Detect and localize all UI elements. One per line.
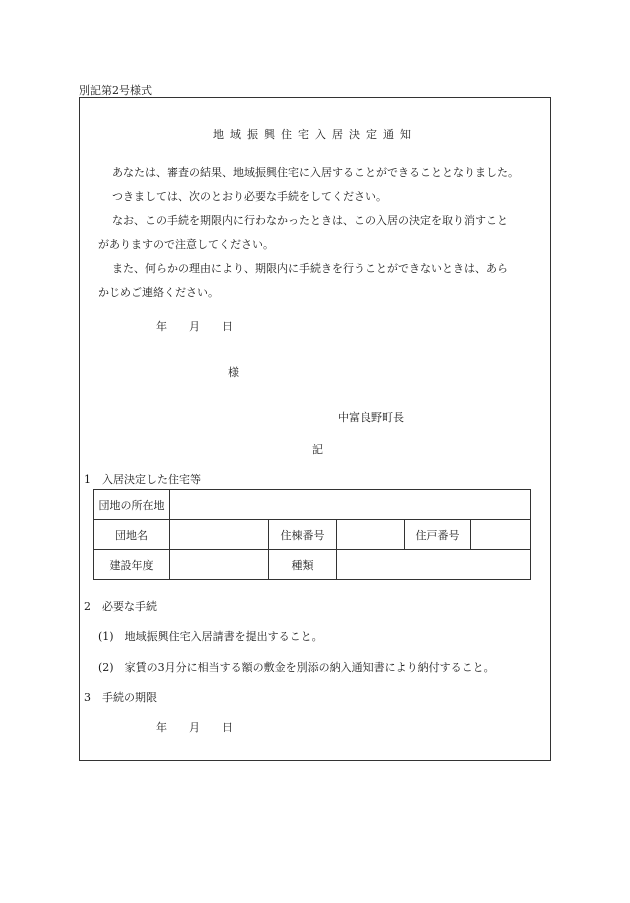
paragraph-warning-line1: なお、この手続を期限内に行わなかったときは、この入居の決定を取り消すこと xyxy=(112,214,508,227)
addressee-suffix: 様 xyxy=(228,366,239,379)
unit-number-value xyxy=(471,520,531,550)
ki-marker: 記 xyxy=(312,443,323,456)
deadline-month-label: 月 xyxy=(189,721,200,734)
unit-number-label: 住戸番号 xyxy=(405,520,471,550)
section-heading-housing: 1 入居決定した住宅等 xyxy=(84,473,201,486)
paragraph-warning-line2: がありますので注意してください。 xyxy=(98,238,274,251)
type-label: 種類 xyxy=(269,550,337,580)
document-title: 地域振興住宅入居決定通知 xyxy=(213,128,417,141)
paragraph-procedure: つきましては、次のとおり必要な手続をしてください。 xyxy=(112,190,387,203)
building-number-value xyxy=(337,520,405,550)
complex-name-value xyxy=(170,520,269,550)
procedure-item-2: (2) 家賃の3月分に相当する額の敷金を別添の納入通知書により納付すること。 xyxy=(98,661,495,674)
table-row xyxy=(94,550,531,580)
issuer-name: 中富良野町長 xyxy=(338,411,404,424)
location-label: 団地の所在地 xyxy=(94,490,170,520)
table-row xyxy=(94,490,531,520)
section-heading-deadline: 3 手続の期限 xyxy=(84,691,157,704)
day-label: 日 xyxy=(222,320,233,333)
construction-year-value xyxy=(170,550,269,580)
deadline-date xyxy=(156,719,233,735)
month-label: 月 xyxy=(189,320,200,333)
issue-date xyxy=(156,318,233,334)
location-value xyxy=(170,490,531,520)
building-number-label: 住棟番号 xyxy=(269,520,337,550)
year-label: 年 xyxy=(156,320,167,333)
deadline-year-label: 年 xyxy=(156,721,167,734)
notice-frame xyxy=(79,97,551,761)
procedure-item-1: (1) 地域振興住宅入居請書を提出すること。 xyxy=(98,630,323,643)
table-row xyxy=(94,520,531,550)
form-number-label: 別記第2号様式 xyxy=(79,84,152,97)
paragraph-decision: あなたは、審査の結果、地域振興住宅に入居することができることとなりました。 xyxy=(112,166,519,179)
section-heading-procedures: 2 必要な手続 xyxy=(84,600,157,613)
construction-year-label: 建設年度 xyxy=(94,550,170,580)
paragraph-contact-line1: また、何らかの理由により、期限内に手続きを行うことができないときは、あら xyxy=(112,262,508,275)
housing-info-table xyxy=(93,489,531,580)
complex-name-label: 団地名 xyxy=(94,520,170,550)
paragraph-contact-line2: かじめご連絡ください。 xyxy=(98,286,219,299)
deadline-day-label: 日 xyxy=(222,721,233,734)
type-value xyxy=(337,550,531,580)
